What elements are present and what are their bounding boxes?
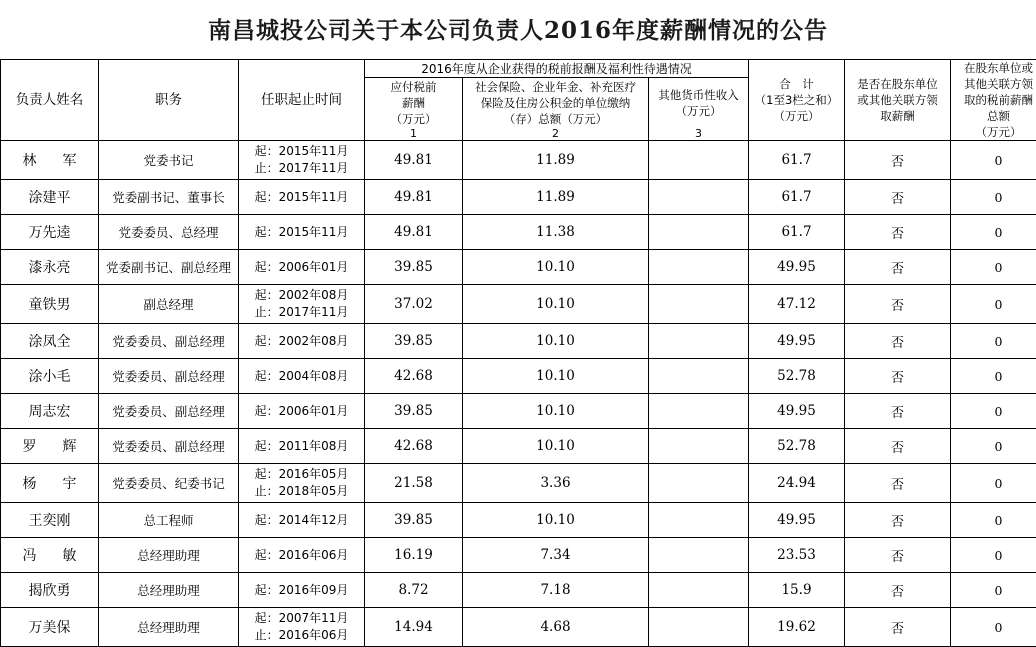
cell-position: 党委委员、副总经理 [99, 359, 239, 394]
header-total-line3: （万元） [749, 108, 844, 124]
cell-person-name: 童铁男 [1, 285, 99, 324]
cell-term [239, 180, 365, 215]
header-shareholder-amount-line2: 其他关联方领 [951, 76, 1036, 92]
cell-other-income [649, 503, 749, 538]
header-pretax-line2: 薪酬 [365, 95, 462, 111]
table-row [1, 359, 1036, 394]
cell-position: 总经理助理 [99, 608, 239, 647]
cell-other-income [649, 394, 749, 429]
header-pretax-line1: 应付税前 [365, 79, 462, 95]
term-line: 起：2016年09月 [239, 582, 364, 599]
cell-position: 党委委员、副总经理 [99, 324, 239, 359]
cell-shareholder-pay: 否 [845, 250, 951, 285]
cell-term [239, 573, 365, 608]
cell-position: 总经理助理 [99, 573, 239, 608]
cell-person-name: 涂小毛 [1, 359, 99, 394]
cell-insurance-total: 11.89 [463, 141, 649, 180]
cell-shareholder-amount: 0 [951, 608, 1036, 647]
header-total-line1: 合 计 [749, 76, 844, 92]
cell-total: 61.7 [749, 180, 845, 215]
cell-total: 23.53 [749, 538, 845, 573]
cell-shareholder-amount: 0 [951, 250, 1036, 285]
cell-insurance-total: 10.10 [463, 394, 649, 429]
cell-other-income [649, 538, 749, 573]
table-row [1, 324, 1036, 359]
cell-insurance-total: 11.89 [463, 180, 649, 215]
term-line: 起：2006年01月 [239, 259, 364, 276]
cell-position: 党委委员、总经理 [99, 215, 239, 250]
cell-shareholder-pay: 否 [845, 285, 951, 324]
header-other-income [649, 78, 749, 128]
header-insurance [463, 78, 649, 128]
cell-total: 52.78 [749, 429, 845, 464]
cell-pretax-salary: 49.81 [365, 180, 463, 215]
salary-table-body [1, 141, 1036, 647]
header-insurance-index: 2 [463, 127, 649, 141]
term-line: 止：2016年06月 [239, 627, 364, 644]
cell-shareholder-pay: 否 [845, 359, 951, 394]
header-pretax-line3: （万元） [365, 111, 462, 127]
cell-shareholder-pay: 否 [845, 215, 951, 250]
cell-total: 49.95 [749, 503, 845, 538]
cell-term [239, 429, 365, 464]
cell-shareholder-amount: 0 [951, 573, 1036, 608]
cell-total: 47.12 [749, 285, 845, 324]
cell-shareholder-pay: 否 [845, 324, 951, 359]
table-row [1, 608, 1036, 647]
cell-insurance-total: 3.36 [463, 464, 649, 503]
table-row [1, 141, 1036, 180]
header-pretax-index: 1 [365, 127, 463, 141]
cell-total: 52.78 [749, 359, 845, 394]
cell-other-income [649, 180, 749, 215]
cell-person-name: 王奕刚 [1, 503, 99, 538]
header-shareholder-pay [845, 60, 951, 141]
table-row [1, 464, 1036, 503]
cell-pretax-salary: 49.81 [365, 141, 463, 180]
cell-other-income [649, 608, 749, 647]
table-row [1, 215, 1036, 250]
term-line: 起：2004年08月 [239, 368, 364, 385]
cell-shareholder-amount: 0 [951, 141, 1036, 180]
header-other-income-index: 3 [649, 127, 749, 141]
header-other-income-line2: （万元） [649, 103, 748, 119]
cell-position: 党委委员、副总经理 [99, 429, 239, 464]
cell-shareholder-pay: 否 [845, 429, 951, 464]
cell-position: 总工程师 [99, 503, 239, 538]
cell-person-name: 万先逵 [1, 215, 99, 250]
cell-person-name: 揭欣勇 [1, 573, 99, 608]
term-line: 起：2002年08月 [239, 333, 364, 350]
cell-shareholder-amount: 0 [951, 215, 1036, 250]
term-line: 止：2018年05月 [239, 483, 364, 500]
cell-total: 61.7 [749, 215, 845, 250]
header-insurance-line3: （存）总额（万元） [463, 111, 648, 127]
cell-other-income [649, 359, 749, 394]
cell-shareholder-pay: 否 [845, 608, 951, 647]
cell-total: 61.7 [749, 141, 845, 180]
cell-pretax-salary: 39.85 [365, 324, 463, 359]
cell-other-income [649, 250, 749, 285]
cell-person-name: 杨 宇 [1, 464, 99, 503]
cell-pretax-salary: 21.58 [365, 464, 463, 503]
header-total-line2: （1至3栏之和） [749, 92, 844, 108]
cell-term [239, 464, 365, 503]
cell-pretax-salary: 39.85 [365, 394, 463, 429]
table-row [1, 394, 1036, 429]
page-title: 南昌城投公司关于本公司负责人2016年度薪酬情况的公告 [0, 0, 1036, 59]
cell-total: 15.9 [749, 573, 845, 608]
cell-term [239, 608, 365, 647]
cell-shareholder-pay: 否 [845, 180, 951, 215]
cell-insurance-total: 10.10 [463, 324, 649, 359]
cell-shareholder-amount: 0 [951, 429, 1036, 464]
cell-shareholder-amount: 0 [951, 464, 1036, 503]
header-total [749, 60, 845, 141]
cell-person-name: 万美保 [1, 608, 99, 647]
table-row [1, 429, 1036, 464]
cell-position: 总经理助理 [99, 538, 239, 573]
cell-pretax-salary: 49.81 [365, 215, 463, 250]
cell-other-income [649, 573, 749, 608]
cell-total: 49.95 [749, 324, 845, 359]
header-term: 任职起止时间 [239, 60, 365, 141]
cell-term [239, 215, 365, 250]
cell-term [239, 503, 365, 538]
table-row [1, 250, 1036, 285]
term-line: 起：2015年11月 [239, 224, 364, 241]
header-insurance-line2: 保险及住房公积金的单位缴纳 [463, 95, 648, 111]
term-line: 起：2016年06月 [239, 547, 364, 564]
header-name: 负责人姓名 [1, 60, 99, 141]
cell-insurance-total: 10.10 [463, 503, 649, 538]
cell-other-income [649, 429, 749, 464]
cell-shareholder-pay: 否 [845, 141, 951, 180]
cell-pretax-salary: 39.85 [365, 503, 463, 538]
term-line: 起：2006年01月 [239, 403, 364, 420]
term-line: 起：2011年08月 [239, 438, 364, 455]
cell-pretax-salary: 8.72 [365, 573, 463, 608]
cell-term [239, 538, 365, 573]
cell-pretax-salary: 14.94 [365, 608, 463, 647]
cell-position: 党委副书记、副总经理 [99, 250, 239, 285]
cell-insurance-total: 11.38 [463, 215, 649, 250]
cell-person-name: 林 军 [1, 141, 99, 180]
term-line: 起：2007年11月 [239, 610, 364, 627]
cell-person-name: 漆永亮 [1, 250, 99, 285]
cell-shareholder-amount: 0 [951, 359, 1036, 394]
cell-insurance-total: 4.68 [463, 608, 649, 647]
term-line: 起：2015年11月 [239, 189, 364, 206]
cell-total: 24.94 [749, 464, 845, 503]
header-shareholder-pay-line2: 或其他关联方领 [845, 92, 950, 108]
cell-other-income [649, 324, 749, 359]
cell-shareholder-amount: 0 [951, 394, 1036, 429]
salary-table [0, 59, 1036, 647]
cell-term [239, 285, 365, 324]
cell-term [239, 324, 365, 359]
cell-person-name: 涂建平 [1, 180, 99, 215]
cell-other-income [649, 285, 749, 324]
term-line: 起：2002年08月 [239, 287, 364, 304]
cell-pretax-salary: 42.68 [365, 429, 463, 464]
cell-other-income [649, 215, 749, 250]
header-other-income-line1: 其他货币性收入 [649, 87, 748, 103]
cell-term [239, 394, 365, 429]
table-row [1, 285, 1036, 324]
cell-position: 党委委员、纪委书记 [99, 464, 239, 503]
cell-pretax-salary: 39.85 [365, 250, 463, 285]
cell-shareholder-amount: 0 [951, 285, 1036, 324]
cell-insurance-total: 10.10 [463, 250, 649, 285]
cell-shareholder-pay: 否 [845, 538, 951, 573]
term-line: 止：2017年11月 [239, 304, 364, 321]
header-shareholder-pay-line1: 是否在股东单位 [845, 76, 950, 92]
header-shareholder-amount-line1: 在股东单位或 [951, 60, 1036, 76]
cell-shareholder-pay: 否 [845, 394, 951, 429]
term-line: 起：2014年12月 [239, 512, 364, 529]
cell-pretax-salary: 16.19 [365, 538, 463, 573]
header-income-group: 2016年度从企业获得的税前报酬及福利性待遇情况 [365, 60, 749, 78]
cell-shareholder-pay: 否 [845, 503, 951, 538]
header-shareholder-pay-line3: 取薪酬 [845, 108, 950, 124]
cell-other-income [649, 141, 749, 180]
term-line: 起：2015年11月 [239, 143, 364, 160]
cell-person-name: 冯 敏 [1, 538, 99, 573]
cell-person-name: 周志宏 [1, 394, 99, 429]
table-row [1, 180, 1036, 215]
cell-term [239, 359, 365, 394]
cell-insurance-total: 7.34 [463, 538, 649, 573]
header-shareholder-amount-line3: 取的税前薪酬 [951, 92, 1036, 108]
header-shareholder-amount [951, 60, 1036, 141]
cell-person-name: 涂凤全 [1, 324, 99, 359]
cell-total: 49.95 [749, 394, 845, 429]
cell-shareholder-amount: 0 [951, 538, 1036, 573]
cell-term [239, 250, 365, 285]
term-line: 止：2017年11月 [239, 160, 364, 177]
header-shareholder-amount-line4: 总额 [951, 108, 1036, 124]
table-row [1, 538, 1036, 573]
cell-shareholder-amount: 0 [951, 324, 1036, 359]
cell-position: 副总经理 [99, 285, 239, 324]
header-insurance-line1: 社会保险、企业年金、补充医疗 [463, 79, 648, 95]
cell-shareholder-amount: 0 [951, 503, 1036, 538]
cell-insurance-total: 10.10 [463, 429, 649, 464]
table-row [1, 503, 1036, 538]
cell-position: 党委书记 [99, 141, 239, 180]
cell-total: 49.95 [749, 250, 845, 285]
cell-person-name: 罗 辉 [1, 429, 99, 464]
cell-pretax-salary: 42.68 [365, 359, 463, 394]
term-line: 起：2016年05月 [239, 466, 364, 483]
cell-shareholder-pay: 否 [845, 573, 951, 608]
cell-insurance-total: 10.10 [463, 285, 649, 324]
cell-insurance-total: 7.18 [463, 573, 649, 608]
cell-position: 党委委员、副总经理 [99, 394, 239, 429]
cell-shareholder-pay: 否 [845, 464, 951, 503]
cell-insurance-total: 10.10 [463, 359, 649, 394]
header-pretax [365, 78, 463, 128]
cell-total: 19.62 [749, 608, 845, 647]
header-shareholder-amount-line5: （万元） [951, 124, 1036, 140]
cell-term [239, 141, 365, 180]
cell-other-income [649, 464, 749, 503]
cell-position: 党委副书记、董事长 [99, 180, 239, 215]
header-position: 职务 [99, 60, 239, 141]
cell-pretax-salary: 37.02 [365, 285, 463, 324]
table-row [1, 573, 1036, 608]
cell-shareholder-amount: 0 [951, 180, 1036, 215]
